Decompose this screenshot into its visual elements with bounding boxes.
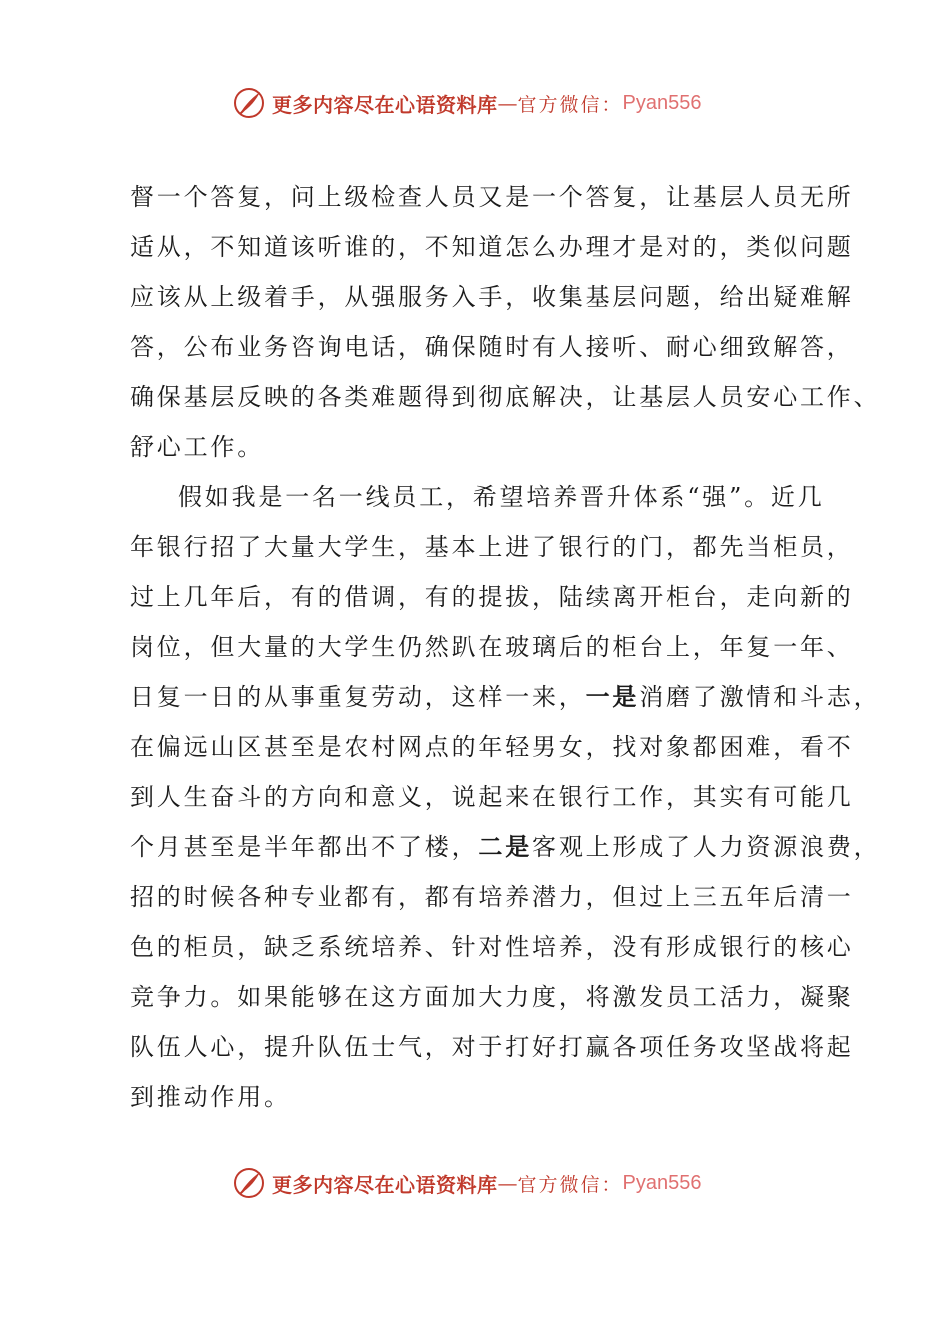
- paragraph-line: 督一个答复，问上级检查人员又是一个答复，让基层人员无所: [130, 183, 854, 211]
- paragraph-line: 年银行招了大量大学生，基本上进了银行的门，都先当柜员，: [130, 533, 854, 561]
- paragraph-line: 招的时候各种专业都有，都有培养潜力，但过上三五年后清一: [130, 883, 854, 911]
- header-wechat-id: Pyan556: [622, 91, 702, 114]
- paragraph-line: 到推动作用。: [130, 1083, 291, 1111]
- quill-logo-icon: [232, 1166, 266, 1200]
- footer-wechat-id: Pyan556: [622, 1171, 702, 1194]
- paragraph-2: [130, 472, 881, 1122]
- line-segment: 消磨了激情和斗志，: [639, 683, 881, 711]
- header-brand-text: 更多内容尽在心语资料库: [272, 92, 498, 117]
- line-segment: 日复一日的从事重复劳动，这样一来，: [130, 683, 586, 711]
- paragraph-line: 在偏远山区甚至是农村网点的年轻男女，找对象都困难，看不: [130, 733, 854, 761]
- quill-logo-icon: [232, 86, 266, 120]
- paragraph-line: 适从，不知道该听谁的，不知道怎么办理才是对的，类似问题: [130, 233, 854, 261]
- paragraph-line: 竞争力。如果能够在这方面加大力度，将激发员工活力，凝聚: [130, 983, 854, 1011]
- paragraph-line: 色的柜员，缺乏系统培养、针对性培养，没有形成银行的核心: [130, 933, 854, 961]
- document-body: [130, 172, 881, 1122]
- paragraph-line: 答，公布业务咨询电话，确保随时有人接听、耐心细致解答，: [130, 333, 854, 361]
- footer-dash: —: [497, 1171, 518, 1195]
- line-segment: 客观上形成了人力资源浪费，: [532, 833, 881, 861]
- paragraph-line: 应该从上级着手，从强服务入手，收集基层问题，给出疑难解: [130, 283, 854, 311]
- paragraph-line: 确保基层反映的各类难题得到彻底解决，让基层人员安心工作、: [130, 383, 881, 411]
- paragraph-line: 岗位，但大量的大学生仍然趴在玻璃后的柜台上，年复一年、: [130, 633, 854, 661]
- paragraph-line: 队伍人心，提升队伍士气，对于打好打赢各项任务攻坚战将起: [130, 1033, 854, 1061]
- paragraph-line: 到人生奋斗的方向和意义，说起来在银行工作，其实有可能几: [130, 783, 854, 811]
- header-official-label: 官方微信：: [517, 93, 623, 116]
- paragraph-line: 假如我是一名一线员工，希望培养晋升体系“强”。近几: [178, 483, 825, 511]
- line-segment: 个月甚至是半年都出不了楼，: [130, 833, 479, 861]
- header-banner: [232, 85, 701, 121]
- paragraph-1: [130, 172, 881, 472]
- bold-marker-first: 一是: [585, 682, 640, 711]
- paragraph-line: 过上几年后，有的借调，有的提拔，陆续离开柜台，走向新的: [130, 583, 854, 611]
- paragraph-line: [130, 672, 881, 722]
- header-dash: —: [497, 91, 518, 115]
- footer-official-label: 官方微信：: [517, 1173, 623, 1196]
- footer-banner: [232, 1165, 701, 1201]
- footer-brand-text: 更多内容尽在心语资料库: [272, 1172, 498, 1197]
- paragraph-line: 舒心工作。: [130, 433, 264, 461]
- paragraph-line: [130, 822, 881, 872]
- bold-marker-second: 二是: [478, 832, 533, 861]
